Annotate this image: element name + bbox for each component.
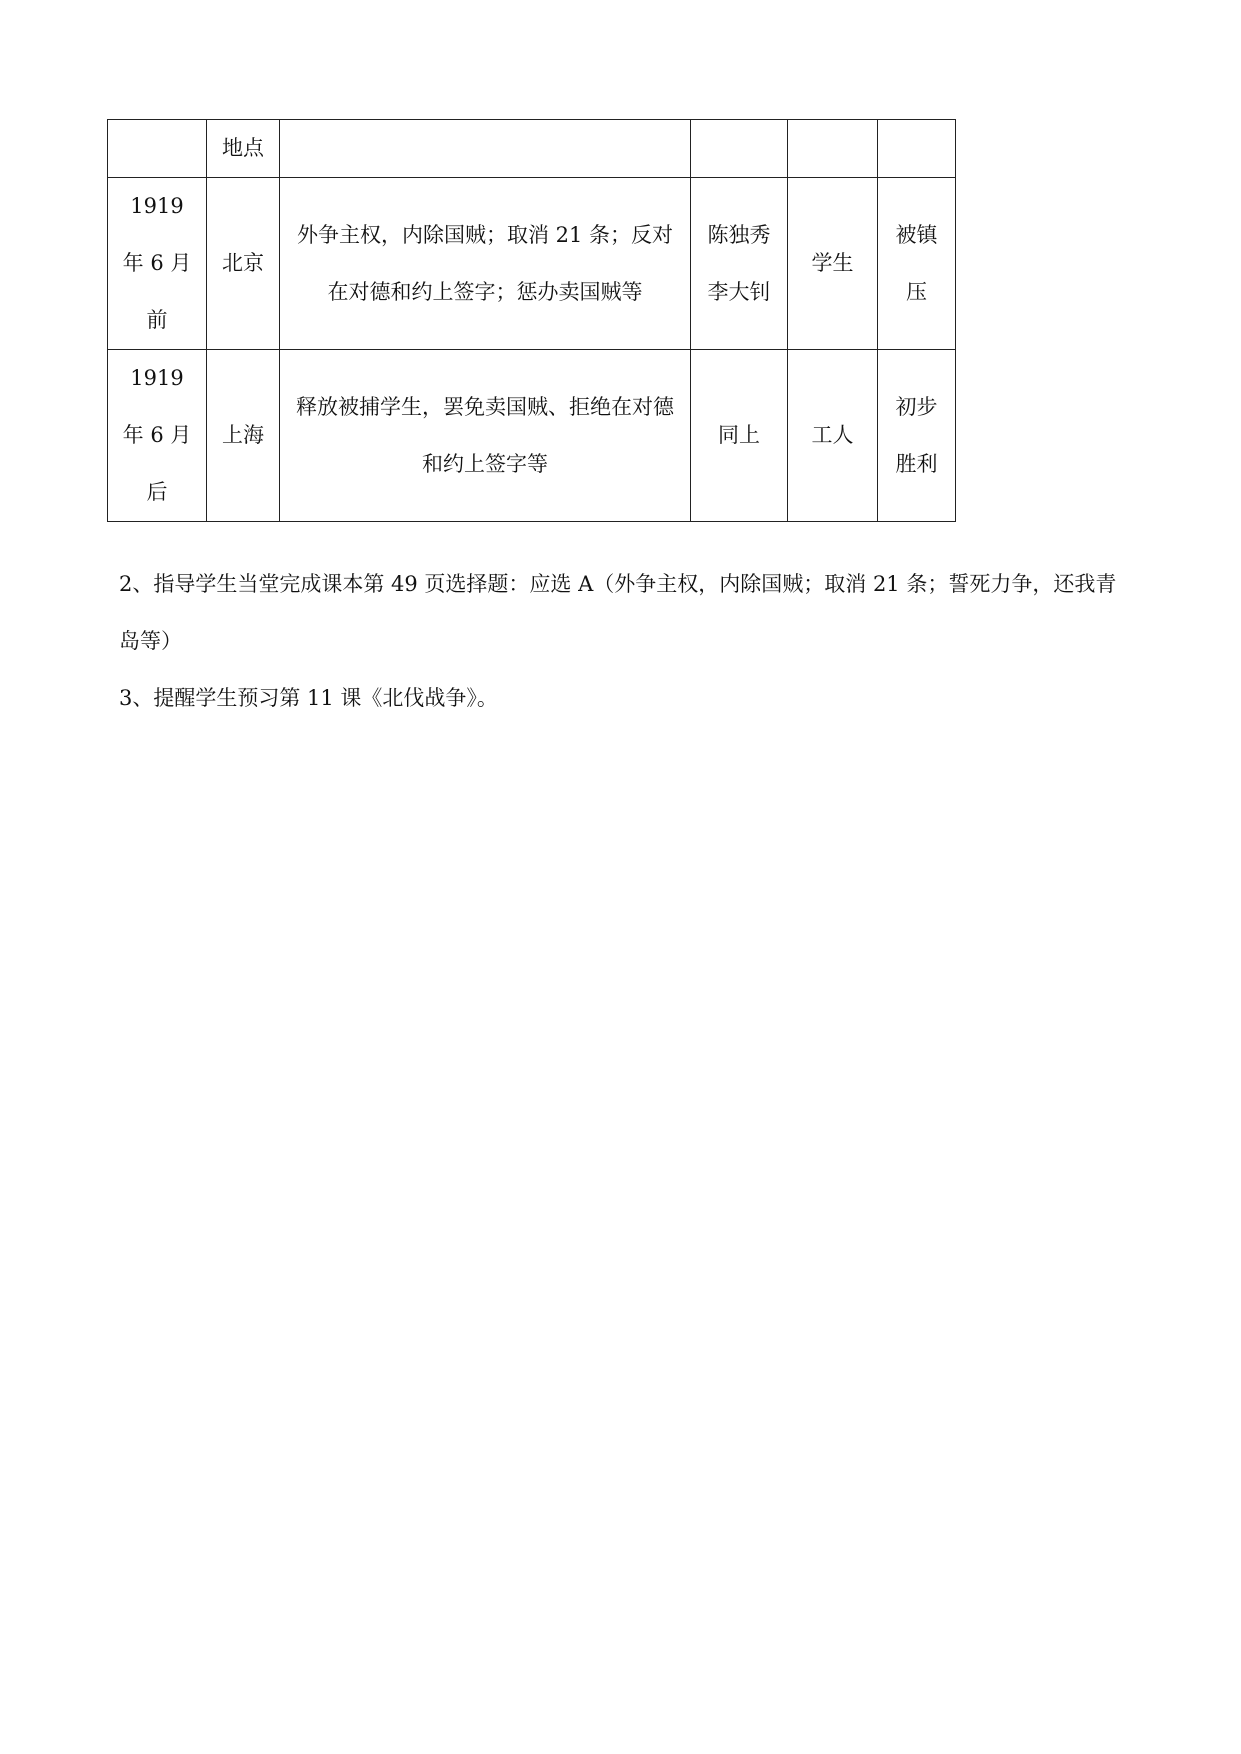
cell-time: 1919 年 6 月 前 xyxy=(108,178,207,350)
table-row xyxy=(108,350,956,522)
cell-leader: 同上 xyxy=(691,350,788,522)
paragraph-exercise-instruction: 2、指导学生当堂完成课本第 49 页选择题：应选 A（外争主权，内除国贼；取消 21 条；誓死力争，还我青岛等） xyxy=(119,572,1117,653)
cell-result: 初步 胜利 xyxy=(878,350,956,522)
header-cell-leader xyxy=(691,120,788,178)
cell-place: 上海 xyxy=(207,350,280,522)
cell-slogan: 外争主权，内除国贼；取消 21 条；反对在对德和约上签字；惩办卖国贼等 xyxy=(280,178,691,350)
cell-result: 被镇 压 xyxy=(878,178,956,350)
header-cell-result xyxy=(878,120,956,178)
cell-place: 北京 xyxy=(207,178,280,350)
table-row xyxy=(108,178,956,350)
cell-force: 学生 xyxy=(788,178,878,350)
cell-force: 工人 xyxy=(788,350,878,522)
header-cell-force xyxy=(788,120,878,178)
paragraph-preview-reminder: 3、提醒学生预习第 11 课《北伐战争》。 xyxy=(119,686,498,710)
cell-leader: 陈独秀 李大钊 xyxy=(691,178,788,350)
header-cell-slogan xyxy=(280,120,691,178)
header-cell-place: 地点 xyxy=(207,120,280,178)
cell-slogan: 释放被捕学生，罢免卖国贼、拒绝在对德和约上签字等 xyxy=(280,350,691,522)
table-header-row xyxy=(108,120,956,178)
movement-comparison-table xyxy=(107,119,956,522)
cell-time: 1919 年 6 月 后 xyxy=(108,350,207,522)
header-cell-time xyxy=(108,120,207,178)
